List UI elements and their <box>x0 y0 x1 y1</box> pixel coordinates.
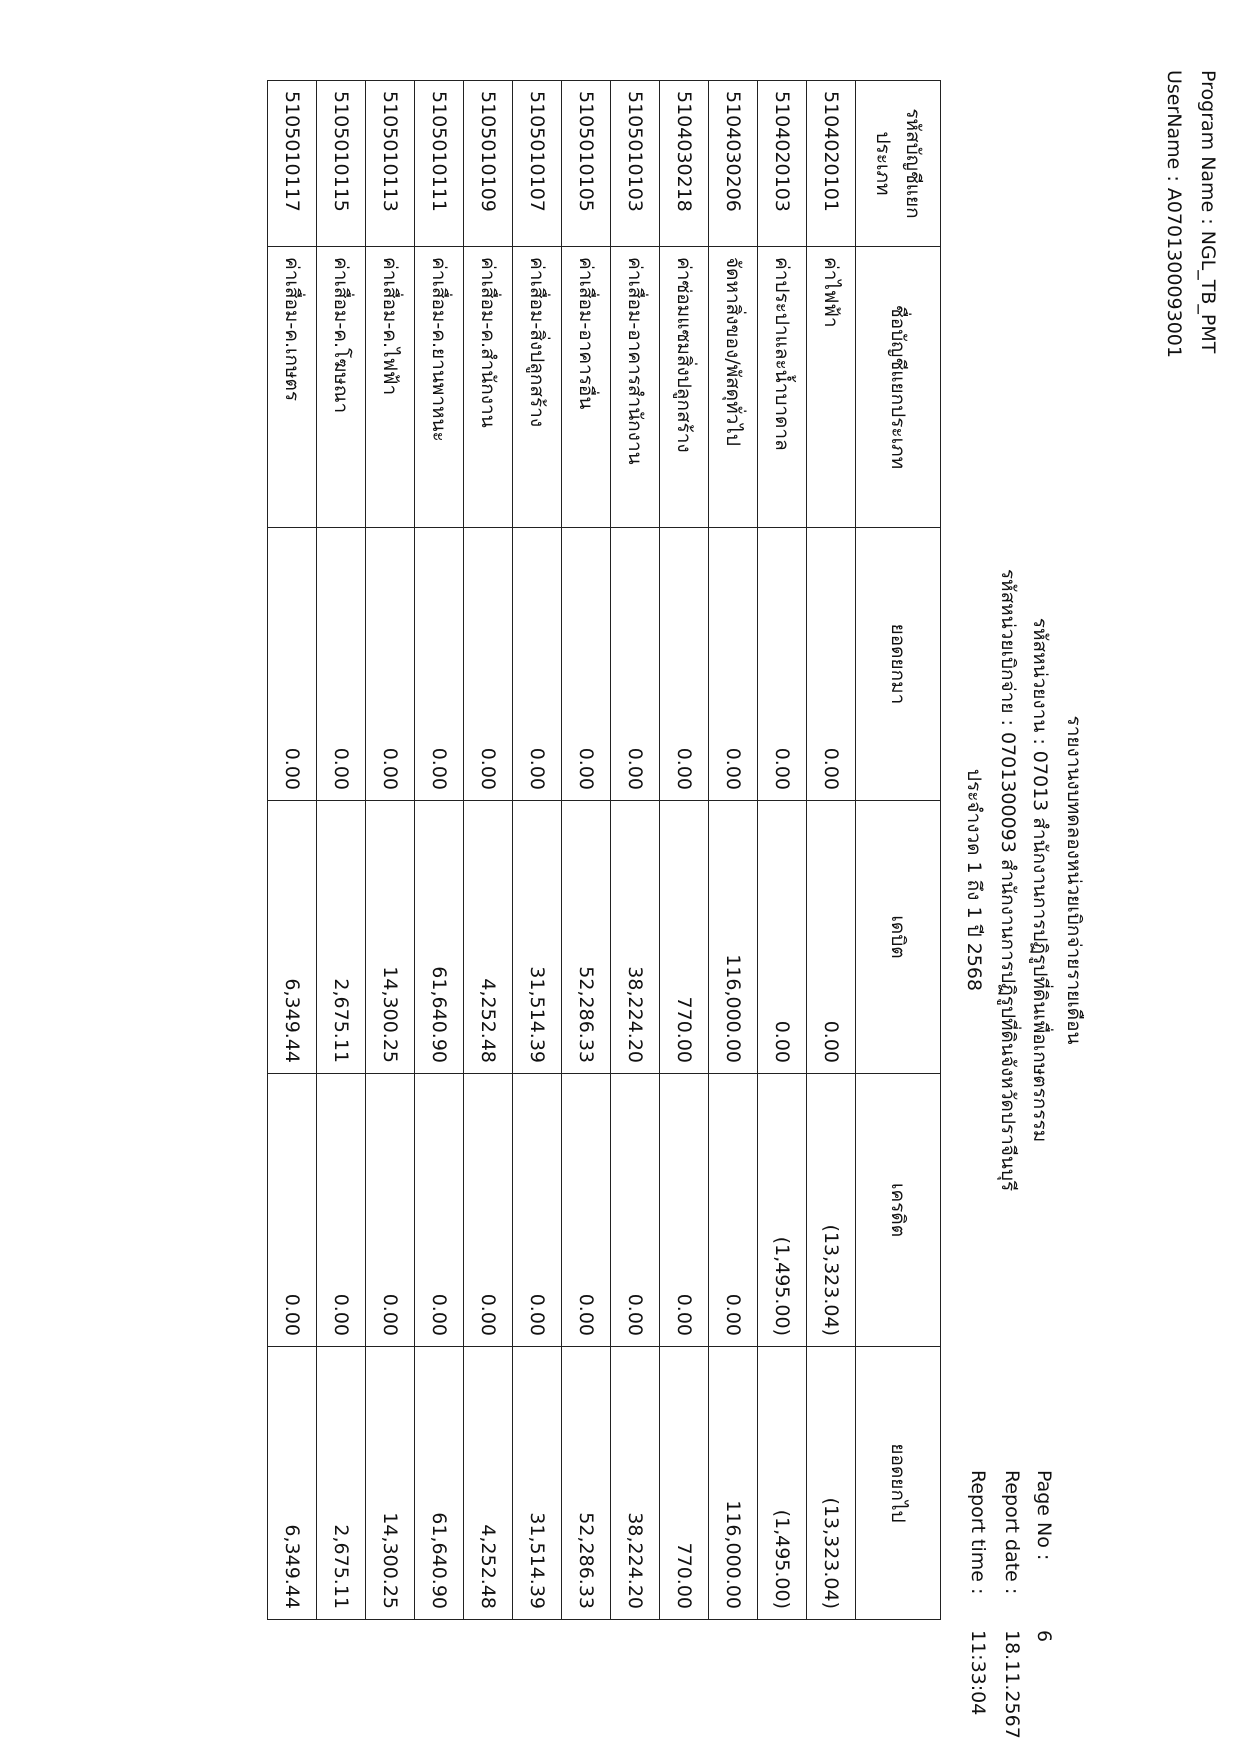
cell-name: ค่าไฟฟ้า <box>807 247 856 528</box>
cell-debit: 2,675.11 <box>317 801 366 1074</box>
cell-brought-forward: 0.00 <box>513 528 562 801</box>
cell-debit: 4,252.48 <box>464 801 513 1074</box>
table-row <box>366 81 415 1620</box>
report-time-value: 11:33:04 <box>967 1630 989 1716</box>
cell-carried-forward: 52,286.33 <box>562 1347 611 1620</box>
cell-code: 5105010115 <box>317 81 366 247</box>
cell-brought-forward: 0.00 <box>366 528 415 801</box>
cell-debit: 61,640.90 <box>415 801 464 1074</box>
cell-code: 5105010103 <box>611 81 660 247</box>
cell-credit: 0.00 <box>317 1074 366 1347</box>
table-row <box>709 81 758 1620</box>
column-header: ยอดยกไป <box>856 1347 941 1620</box>
cell-brought-forward: 0.00 <box>660 528 709 801</box>
cell-carried-forward: 31,514.39 <box>513 1347 562 1620</box>
table-row <box>660 81 709 1620</box>
table-row <box>268 81 317 1620</box>
cell-name: ค่าเสื่อม-ค.โฆษณา <box>317 247 366 528</box>
column-header: ชื่อบัญชีแยกประเภท <box>856 247 941 528</box>
cell-brought-forward: 0.00 <box>611 528 660 801</box>
cell-carried-forward: (13,323.04) <box>807 1347 856 1620</box>
cell-code: 5105010107 <box>513 81 562 247</box>
cell-code: 5104030218 <box>660 81 709 247</box>
cell-debit: 116,000.00 <box>709 801 758 1074</box>
cell-carried-forward: 14,300.25 <box>366 1347 415 1620</box>
cell-credit: 0.00 <box>513 1074 562 1347</box>
cell-carried-forward: 116,000.00 <box>709 1347 758 1620</box>
cell-name: ค่าซ่อมแซมสิ่งปลูกสร้าง <box>660 247 709 528</box>
cell-code: 5105010117 <box>268 81 317 247</box>
cell-credit: (1,495.00) <box>758 1074 807 1347</box>
cell-name: ค่าเสื่อม-ค.เกษตร <box>268 247 317 528</box>
cell-brought-forward: 0.00 <box>807 528 856 801</box>
cell-code: 5105010109 <box>464 81 513 247</box>
cell-name: ค่าเสื่อม-อาคารสำนักงาน <box>611 247 660 528</box>
cell-code: 5104020101 <box>807 81 856 247</box>
cell-name: ค่าประปาและน้ำบาดาล <box>758 247 807 528</box>
table-row <box>513 81 562 1620</box>
cell-code: 5104030206 <box>709 81 758 247</box>
cell-credit: 0.00 <box>415 1074 464 1347</box>
table-row <box>758 81 807 1620</box>
cell-carried-forward: 2,675.11 <box>317 1347 366 1620</box>
table-row <box>807 81 856 1620</box>
cell-brought-forward: 0.00 <box>464 528 513 801</box>
cell-brought-forward: 0.00 <box>709 528 758 801</box>
table-row <box>317 81 366 1620</box>
page-no-value: 6 <box>1033 1630 1055 1643</box>
cell-debit: 31,514.39 <box>513 801 562 1074</box>
page-no-label: Page No : <box>1033 1470 1055 1561</box>
cell-code: 5105010113 <box>366 81 415 247</box>
cell-carried-forward: 6,349.44 <box>268 1347 317 1620</box>
report-date-label: Report date : <box>1001 1470 1023 1595</box>
table-row <box>464 81 513 1620</box>
cell-name: ค่าเสื่อม-ค.ยานพาหนะ <box>415 247 464 528</box>
cell-credit: 0.00 <box>660 1074 709 1347</box>
cell-credit: 0.00 <box>562 1074 611 1347</box>
period-line: ประจำงวด 1 ถึง 1 ปี 2568 <box>963 768 985 992</box>
table-row <box>611 81 660 1620</box>
cell-credit: (13,323.04) <box>807 1074 856 1347</box>
report-time-label: Report time : <box>967 1470 989 1595</box>
cell-carried-forward: 61,640.90 <box>415 1347 464 1620</box>
disbursement-unit-line: รหัสหน่วยเบิกจ่าย : 0701300093 สำนักงานการปฏิรูปที่ดินจังหวัดปราจีนบุรี <box>997 568 1019 1192</box>
cell-brought-forward: 0.00 <box>268 528 317 801</box>
table-row <box>562 81 611 1620</box>
cell-name: ค่าเสื่อม-สิ่งปลูกสร้าง <box>513 247 562 528</box>
user-name: UserName : A0701300093001 <box>1163 70 1185 358</box>
program-name: Program Name : NGL_TB_PMT <box>1197 70 1219 354</box>
cell-carried-forward: 38,224.20 <box>611 1347 660 1620</box>
cell-carried-forward: (1,495.00) <box>758 1347 807 1620</box>
table-header-row <box>856 81 941 1620</box>
cell-brought-forward: 0.00 <box>562 528 611 801</box>
report-title: รายงานงบทดลองหน่วยเบิกจ่ายรายเดือน <box>1063 715 1085 1045</box>
cell-code: 5105010111 <box>415 81 464 247</box>
cell-code: 5104020103 <box>758 81 807 247</box>
cell-credit: 0.00 <box>464 1074 513 1347</box>
cell-brought-forward: 0.00 <box>758 528 807 801</box>
cell-name: จัดหาสิ่งของ/พัสดุทั่วไป <box>709 247 758 528</box>
cell-brought-forward: 0.00 <box>317 528 366 801</box>
cell-debit: 0.00 <box>807 801 856 1074</box>
cell-name: ค่าเสื่อม-ค.สำนักงาน <box>464 247 513 528</box>
cell-debit: 0.00 <box>758 801 807 1074</box>
cell-carried-forward: 770.00 <box>660 1347 709 1620</box>
report-date-value: 18.11.2567 <box>1001 1630 1023 1739</box>
cell-credit: 0.00 <box>611 1074 660 1347</box>
cell-debit: 52,286.33 <box>562 801 611 1074</box>
cell-debit: 770.00 <box>660 801 709 1074</box>
column-header: รหัสบัญชีแยกประเภท <box>856 81 941 247</box>
cell-credit: 0.00 <box>268 1074 317 1347</box>
agency-line: รหัสหน่วยงาน : 07013 สำนักงานการปฏิรูปที่ดินเพื่อเกษตรกรรม <box>1029 617 1051 1143</box>
cell-debit: 14,300.25 <box>366 801 415 1074</box>
cell-debit: 38,224.20 <box>611 801 660 1074</box>
column-header: ยอดยกมา <box>856 528 941 801</box>
cell-name: ค่าเสื่อม-อาคารอื่น <box>562 247 611 528</box>
cell-credit: 0.00 <box>709 1074 758 1347</box>
ledger-table <box>267 80 941 1620</box>
cell-credit: 0.00 <box>366 1074 415 1347</box>
cell-name: ค่าเสื่อม-ค.ไฟฟ้า <box>366 247 415 528</box>
cell-code: 5105010105 <box>562 81 611 247</box>
column-header: เครดิต <box>856 1074 941 1347</box>
column-header: เดบิต <box>856 801 941 1074</box>
table-row <box>415 81 464 1620</box>
cell-brought-forward: 0.00 <box>415 528 464 801</box>
cell-debit: 6,349.44 <box>268 801 317 1074</box>
cell-carried-forward: 4,252.48 <box>464 1347 513 1620</box>
